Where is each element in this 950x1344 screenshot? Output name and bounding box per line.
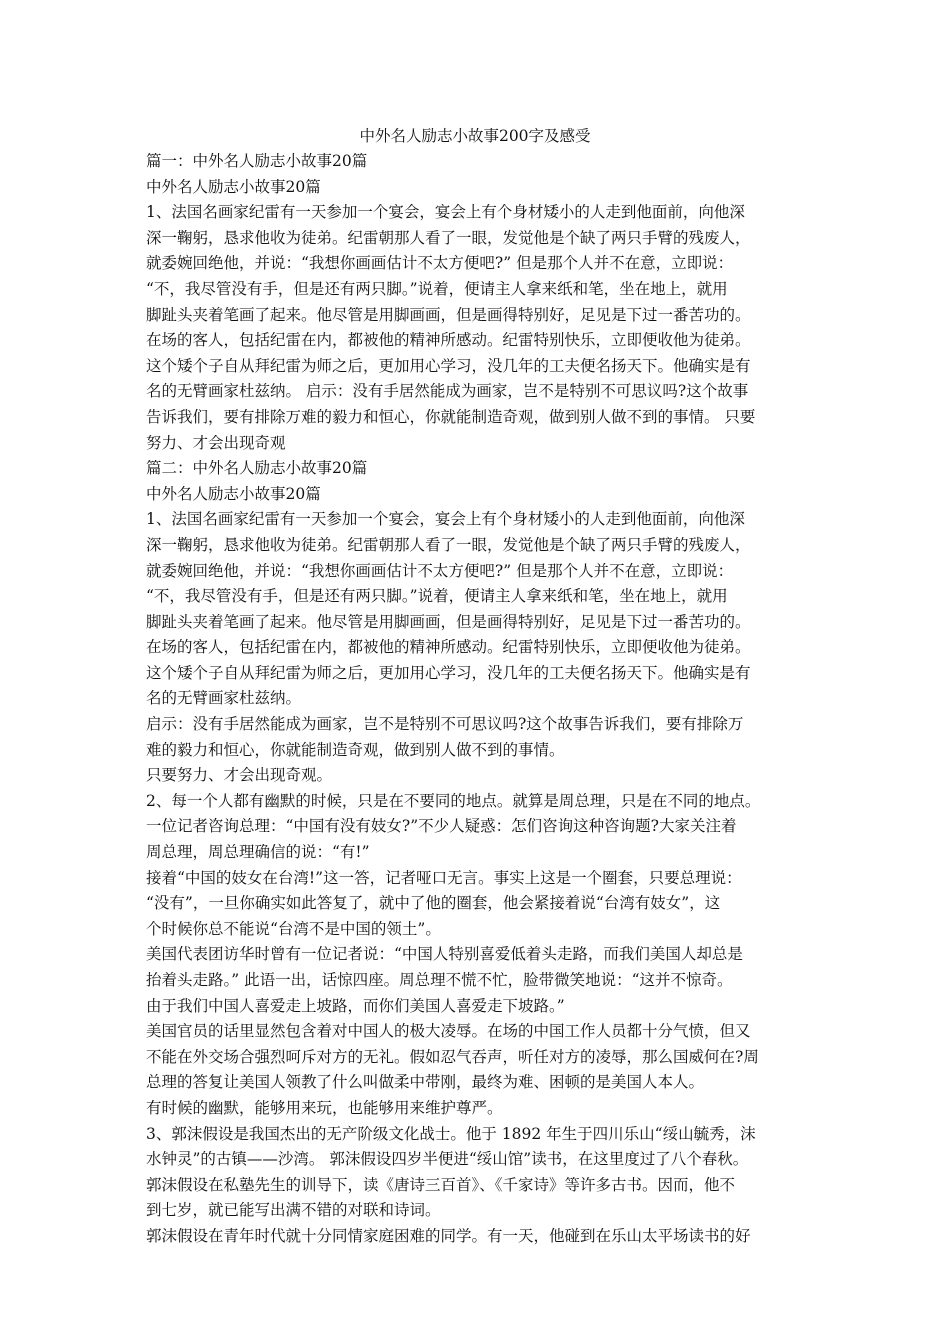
text-line: 名的无臂画家杜兹纳。 <box>146 689 302 708</box>
text-line: 启示：没有手居然能成为画家，岂不是特别不可思议吗?这个故事告诉我们，要有排除万 <box>146 715 744 734</box>
text-line: 就委婉回绝他，并说：“我想你画画估计不太方便吧?” 但是那个人并不在意，立即说： <box>146 254 734 273</box>
text-line: 由于我们中国人喜爱走上坡路，而你们美国人喜爱走下坡路。” <box>146 996 565 1015</box>
text-line: 抬着头走路。” 此语一出，话惊四座。周总理不慌不忙，脸带微笑地说：“这并不惊奇。 <box>146 971 733 989</box>
text-line: 郭沫假设在私塾先生的训导下，读《唐诗三百首》、《千家诗》等许多古书。因而，他不 <box>146 1175 736 1194</box>
text-line: 2、每一个人都有幽默的时候，只是在不要同的地点。就算是周总理，只是在不同的地点。 <box>146 791 761 810</box>
text-line: 在场的客人，包括纪雷在内，都被他的精神所感动。纪雷特别快乐，立即便收他为徒弟。 <box>146 638 751 657</box>
text-line: 中外名人励志小故事20篇 <box>146 484 321 503</box>
text-line: 难的毅力和恒心，你就能制造奇观，做到别人做不到的事情。 <box>146 740 565 759</box>
text-line: 1、法国名画家纪雷有一天参加一个宴会，宴会上有个身材矮小的人走到他面前，向他深 <box>146 510 745 529</box>
text-line: 告诉我们，要有排除万难的毅力和恒心，你就能制造奇观，做到别人做不到的事情。 只要 <box>146 407 756 426</box>
text-line: 3、郭沫假设是我国杰出的无产阶级文化战士。他于 1892 年生于四川乐山“绥山毓秀，沫 <box>146 1124 756 1143</box>
text-line: 不能在外交场合强烈呵斥对方的无礼。假如忍气吞声，听任对方的凌辱，那么国威何在?周 <box>146 1047 759 1066</box>
text-line: 脚趾头夹着笔画了起来。他尽管是用脚画画，但是画得特别好，足见是下过一番苦功的。 <box>146 305 751 324</box>
document-body <box>146 149 816 1250</box>
text-line: 篇二：中外名人励志小故事20篇 <box>146 459 368 478</box>
text-line: 只要努力、才会出现奇观。 <box>146 766 333 785</box>
text-line: 深一鞠躬，恳求他收为徒弟。纪雷朝那人看了一眼，发觉他是个缺了两只手臂的残废人， <box>146 228 751 247</box>
text-line: 美国代表团访华时曾有一位记者说：“中国人特别喜爱低着头走路，而我们美国人却总是 <box>146 945 743 964</box>
text-line: 接着“中国的妓女在台湾!”这一答，记者哑口无言。事实上这是一个圈套，只要总理说： <box>146 868 742 887</box>
text-line: 周总理，周总理确信的说：“有!” <box>146 843 370 862</box>
text-line: 在场的客人，包括纪雷在内，都被他的精神所感动。纪雷特别快乐，立即便收他为徒弟。 <box>146 331 751 350</box>
text-line: 有时候的幽默，能够用来玩，也能够用来维护尊严。 <box>146 1098 503 1117</box>
text-line: 名的无臂画家杜兹纳。 启示：没有手居然能成为画家，岂不是特别不可思议吗?这个故事 <box>146 382 749 401</box>
text-line: 这个矮个子自从拜纪雷为师之后，更加用心学习，没几年的工夫便名扬天下。他确实是有 <box>146 663 751 682</box>
text-line: 郭沫假设在青年时代就十分同情家庭困难的同学。有一天，他碰到在乐山太平场读书的好 <box>146 1226 751 1245</box>
text-line: 努力、才会出现奇观 <box>146 433 286 452</box>
text-line: 篇一：中外名人励志小故事20篇 <box>146 152 368 170</box>
text-line: 这个矮个子自从拜纪雷为师之后，更加用心学习，没几年的工夫便名扬天下。他确实是有 <box>146 356 751 375</box>
text-line: 总理的答复让美国人领教了什么叫做柔中带刚，最终为难、困顿的是美国人本人。 <box>146 1073 705 1092</box>
text-line: 到七岁，就已能写出满不错的对联和诗词。 <box>146 1201 441 1220</box>
text-line: “不，我尽管没有手，但是还有两只脚。”说着，便请主人拿来纸和笔，坐在地上，就用 <box>146 279 728 298</box>
text-line: 个时候你总不能说“台湾不是中国的领土”。 <box>146 919 441 938</box>
text-line: 一位记者咨询总理：“中国有没有妓女?”不少人疑惑：怎们咨询这种咨询题?大家关注着 <box>146 817 737 836</box>
text-line: “没有”，一旦你确实如此答复了，就中了他的圈套，他会紧接着说“台湾有妓女”，这 <box>146 894 721 913</box>
text-line: 脚趾头夹着笔画了起来。他尽管是用脚画画，但是画得特别好，足见是下过一番苦功的。 <box>146 612 751 631</box>
text-line: 中外名人励志小故事20篇 <box>146 177 321 196</box>
text-line: 1、法国名画家纪雷有一天参加一个宴会，宴会上有个身材矮小的人走到他面前，向他深 <box>146 203 745 222</box>
text-line: 就委婉回绝他，并说：“我想你画画估计不太方便吧?” 但是那个人并不在意，立即说： <box>146 561 734 580</box>
text-line: “不，我尽管没有手，但是还有两只脚。”说着，便请主人拿来纸和笔，坐在地上，就用 <box>146 587 728 606</box>
document-title: 中外名人励志小故事200字及感受 <box>359 127 591 145</box>
text-line: 美国官员的话里显然包含着对中国人的极大凌辱。在场的中国工作人员都十分气愤，但又 <box>146 1022 751 1041</box>
text-line: 水钟灵”的古镇——沙湾。 郭沫假设四岁半便进“绥山馆”读书，在这里度过了八个春秋。 <box>146 1150 749 1169</box>
text-line: 深一鞠躬，恳求他收为徒弟。纪雷朝那人看了一眼，发觉他是个缺了两只手臂的残废人， <box>146 535 751 554</box>
